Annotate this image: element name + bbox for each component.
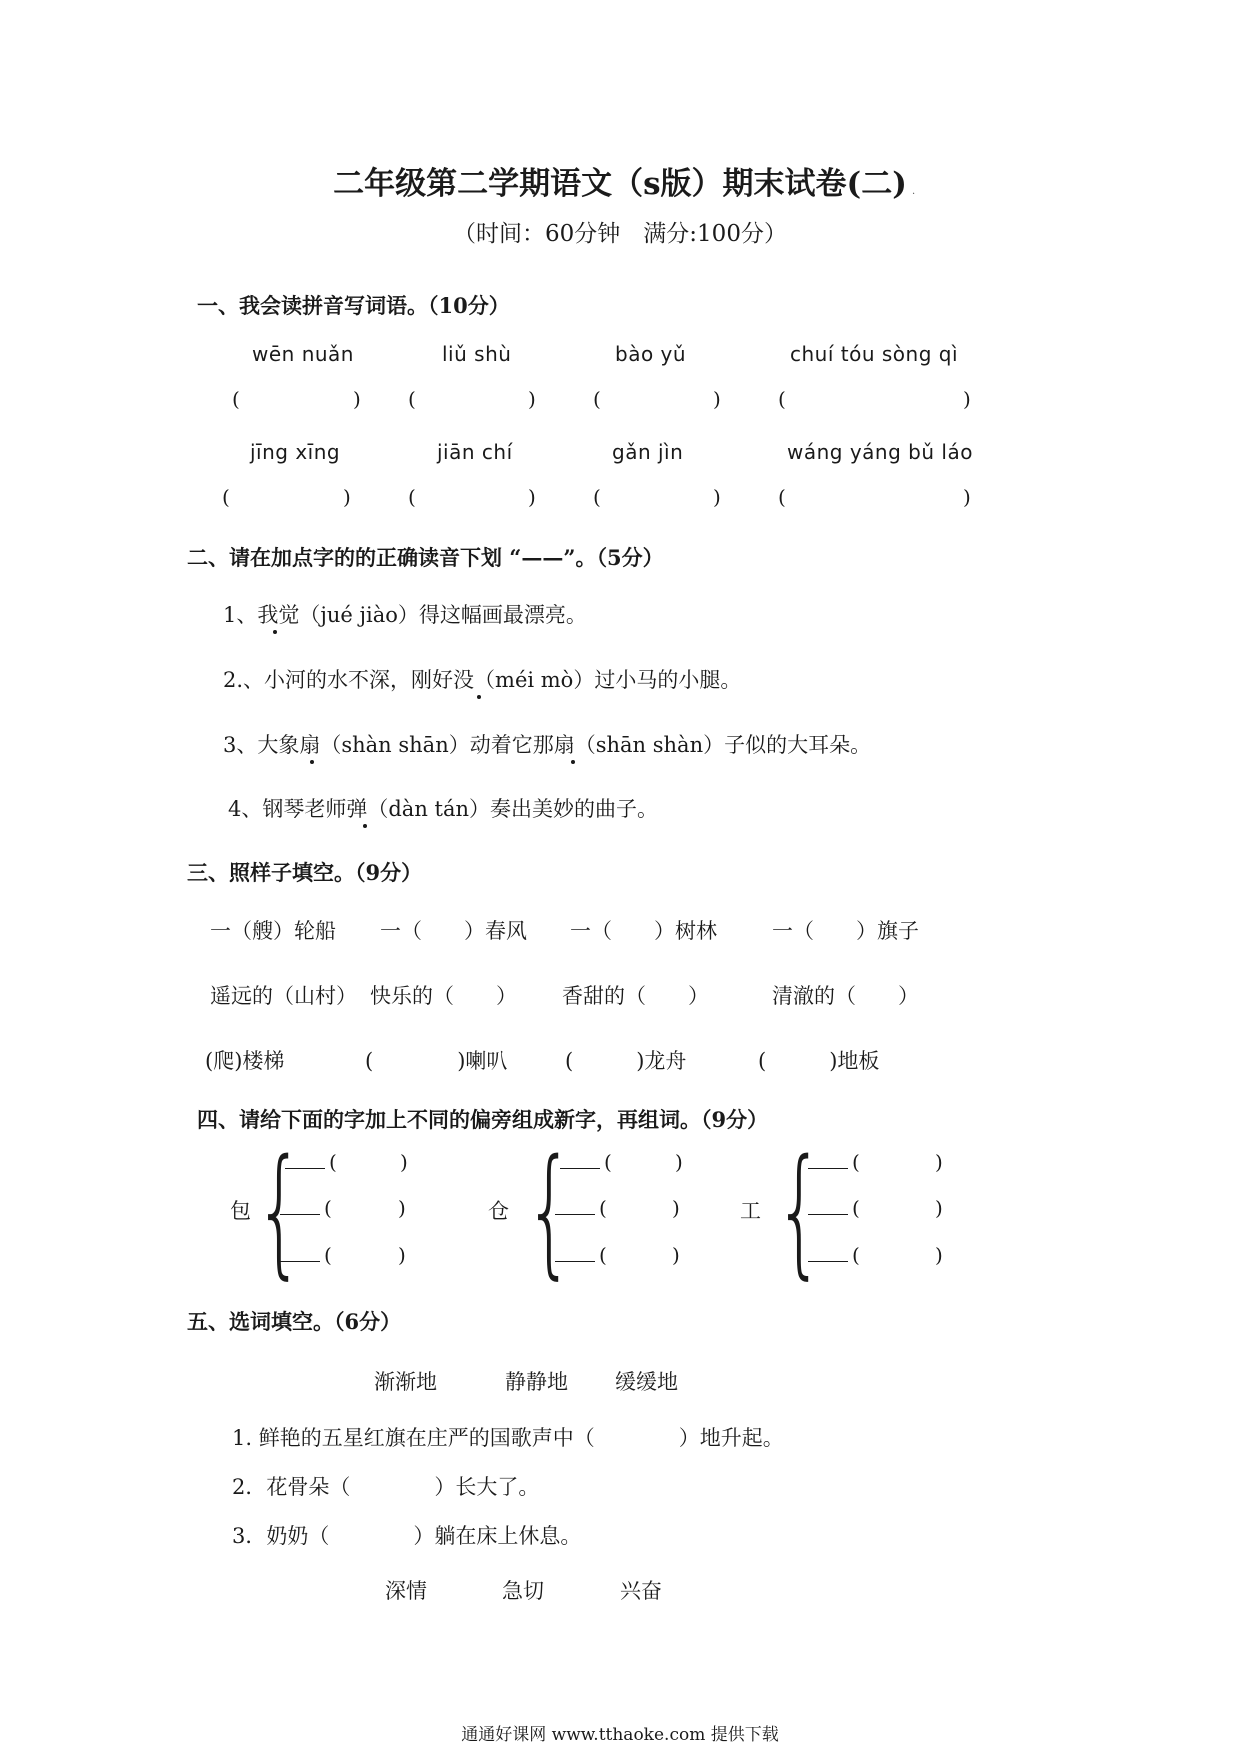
answer-slot bbox=[285, 1150, 337, 1174]
answer-paren-open: ( bbox=[599, 1196, 607, 1220]
answer-paren-open: ( bbox=[852, 1150, 860, 1174]
answer-slot bbox=[280, 1243, 332, 1267]
fill-item: ( )地板 bbox=[758, 1049, 880, 1073]
fill-item: 清澈的（ ） bbox=[772, 984, 919, 1008]
title-mark: . bbox=[912, 186, 916, 197]
emphasis-dot bbox=[310, 760, 314, 764]
answer-paren-close: ) bbox=[935, 1243, 943, 1267]
fill-item: (爬)楼梯 bbox=[205, 1049, 285, 1073]
answer-paren-close: ) bbox=[672, 1196, 680, 1220]
fill-item: 一（ ）旗子 bbox=[772, 919, 919, 943]
word-choice: 深情 bbox=[385, 1579, 427, 1603]
fill-item: 一（艘）轮船 bbox=[210, 919, 336, 943]
answer-paren-close: ) bbox=[528, 387, 536, 411]
answer-paren-open: ( bbox=[324, 1243, 332, 1267]
question-item: 3．奶奶（ ）躺在床上休息。 bbox=[232, 1524, 582, 1548]
fill-item: 快乐的（ ） bbox=[370, 984, 517, 1008]
pinyin-3: bào yǔ bbox=[615, 342, 687, 366]
answer-blank bbox=[555, 1198, 595, 1215]
answer-paren-close: ) bbox=[400, 1150, 408, 1174]
emphasis-dot bbox=[477, 695, 481, 699]
fill-item: 遥远的（山村） bbox=[210, 984, 357, 1008]
pinyin-2: liǔ shù bbox=[442, 342, 512, 366]
fill-item: 一（ ）春风 bbox=[380, 919, 527, 943]
answer-blank bbox=[808, 1198, 848, 1215]
question-item: 1、我觉（jué jiào）得这幅画最漂亮。 bbox=[223, 603, 587, 627]
answer-blank bbox=[285, 1152, 325, 1169]
answer-paren-close: ) bbox=[963, 485, 971, 509]
word-choice: 兴奋 bbox=[620, 1579, 662, 1603]
answer-slot bbox=[808, 1196, 860, 1220]
answer-paren-open: ( bbox=[852, 1243, 860, 1267]
section4-heading: 四、请给下面的字加上不同的偏旁组成新字，再组词。（9分） bbox=[197, 1107, 769, 1132]
word-choice: 急切 bbox=[502, 1579, 544, 1603]
answer-paren-open: ( bbox=[604, 1150, 612, 1174]
page-title: 二年级第二学期语文（s版）期末试卷(二) bbox=[333, 166, 907, 202]
answer-paren-open: ( bbox=[324, 1196, 332, 1220]
answer-paren-open: ( bbox=[222, 485, 230, 509]
answer-paren-open: ( bbox=[408, 485, 416, 509]
answer-paren-close: ) bbox=[343, 485, 351, 509]
footer-text: 通通好课网 www.tthaoke.com 提供下载 bbox=[461, 1725, 779, 1745]
answer-blank bbox=[555, 1245, 595, 1262]
fill-item: 香甜的（ ） bbox=[562, 984, 709, 1008]
section2-heading: 二、请在加点字的的正确读音下划 “——”。（5分） bbox=[187, 545, 664, 570]
fill-item: ( )喇叭 bbox=[365, 1049, 508, 1073]
answer-slot bbox=[808, 1243, 860, 1267]
answer-paren-close: ) bbox=[713, 485, 721, 509]
emphasis-dot bbox=[571, 760, 575, 764]
pinyin-5: jīng xīng bbox=[250, 440, 341, 464]
answer-blank bbox=[560, 1152, 600, 1169]
pinyin-6: jiān chí bbox=[437, 440, 513, 464]
answer-paren-close: ) bbox=[675, 1150, 683, 1174]
base-character: 包 bbox=[230, 1199, 251, 1223]
question-item: 2．花骨朵（ ）长大了。 bbox=[232, 1475, 540, 1499]
question-item: 3、大象扇（shàn shān）动着它那扇（shān shàn）子似的大耳朵。 bbox=[223, 733, 872, 757]
word-choice: 缓缓地 bbox=[615, 1370, 678, 1394]
answer-slot bbox=[555, 1243, 607, 1267]
word-choice: 静静地 bbox=[505, 1370, 568, 1394]
brace-icon: { bbox=[255, 1130, 304, 1293]
section1-heading: 一、我会读拼音写词语。（10分） bbox=[197, 293, 510, 318]
section5-heading: 五、选词填空。（6分） bbox=[187, 1309, 402, 1334]
answer-paren-close: ) bbox=[713, 387, 721, 411]
answer-paren-close: ) bbox=[398, 1196, 406, 1220]
answer-paren-close: ) bbox=[528, 485, 536, 509]
brace-icon: { bbox=[775, 1130, 824, 1293]
answer-paren-open: ( bbox=[778, 387, 786, 411]
question-item: 1. 鲜艳的五星红旗在庄严的国歌声中（ ）地升起。 bbox=[232, 1426, 784, 1450]
answer-slot bbox=[280, 1196, 332, 1220]
base-character: 工 bbox=[740, 1199, 761, 1223]
page-subtitle: （时间：60分钟 满分:100分） bbox=[453, 221, 787, 247]
answer-blank bbox=[808, 1152, 848, 1169]
answer-blank bbox=[280, 1198, 320, 1215]
question-item: 4、钢琴老师弹（dàn tán）奏出美妙的曲子。 bbox=[228, 797, 659, 821]
answer-paren-open: ( bbox=[599, 1243, 607, 1267]
emphasis-dot bbox=[363, 824, 367, 828]
pinyin-1: wēn nuǎn bbox=[252, 342, 354, 366]
emphasis-dot bbox=[273, 630, 277, 634]
fill-item: ( )龙舟 bbox=[565, 1049, 687, 1073]
answer-paren-open: ( bbox=[593, 485, 601, 509]
fill-item: 一（ ）树林 bbox=[570, 919, 717, 943]
answer-paren-close: ) bbox=[398, 1243, 406, 1267]
pinyin-7: gǎn jìn bbox=[612, 440, 684, 464]
word-choice: 渐渐地 bbox=[374, 1370, 437, 1394]
answer-blank bbox=[280, 1245, 320, 1262]
answer-paren-open: ( bbox=[329, 1150, 337, 1174]
answer-paren-open: ( bbox=[852, 1196, 860, 1220]
answer-paren-open: ( bbox=[778, 485, 786, 509]
brace-icon: { bbox=[525, 1130, 574, 1293]
answer-blank bbox=[808, 1245, 848, 1262]
pinyin-8: wáng yáng bǔ láo bbox=[787, 440, 973, 464]
answer-paren-open: ( bbox=[408, 387, 416, 411]
answer-paren-close: ) bbox=[353, 387, 361, 411]
pinyin-4: chuí tóu sòng qì bbox=[790, 342, 959, 366]
answer-slot bbox=[808, 1150, 860, 1174]
answer-paren-close: ) bbox=[935, 1150, 943, 1174]
base-character: 仓 bbox=[488, 1199, 509, 1223]
answer-paren-open: ( bbox=[593, 387, 601, 411]
answer-paren-close: ) bbox=[963, 387, 971, 411]
answer-slot bbox=[555, 1196, 607, 1220]
answer-paren-open: ( bbox=[232, 387, 240, 411]
answer-slot bbox=[560, 1150, 612, 1174]
answer-paren-close: ) bbox=[935, 1196, 943, 1220]
section3-heading: 三、照样子填空。（9分） bbox=[187, 860, 423, 885]
question-item: 2.、小河的水不深，刚好没（méi mò）过小马的小腿。 bbox=[223, 668, 742, 692]
answer-paren-close: ) bbox=[672, 1243, 680, 1267]
